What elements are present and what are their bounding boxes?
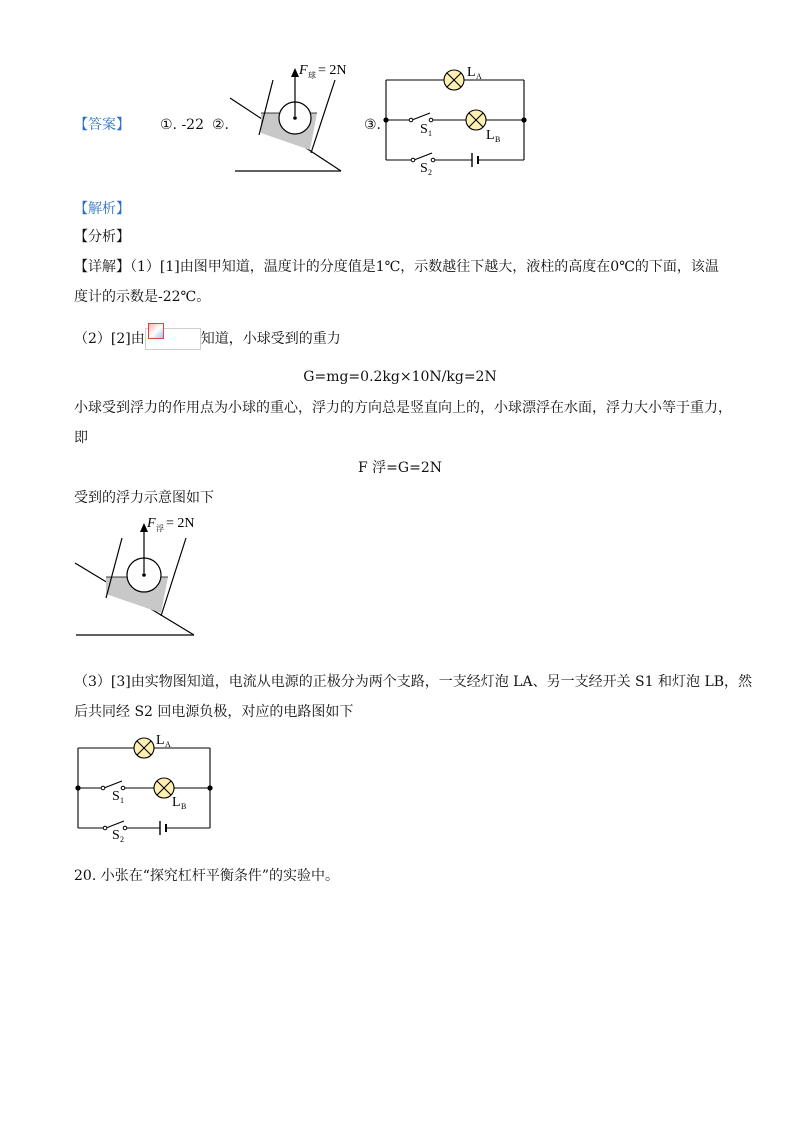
switch-1-label: S: [420, 122, 428, 137]
part2-line4: 受到的浮力示意图如下: [74, 490, 214, 506]
part3-line2: 后共同经 S2 回电源负极，对应的电路图如下: [74, 704, 354, 720]
formula-gravity: G=mg=0.2kg×10N/kg=2N: [303, 369, 497, 385]
part2-line1: [74, 328, 341, 350]
question-20: 20. 小张在“探究杠杆平衡条件”的实验中。: [74, 868, 340, 884]
detail-label: 【详解】: [74, 259, 130, 275]
lamp-a-sub: A: [476, 72, 482, 81]
circuit-diagram-answer: [378, 55, 533, 180]
buoyancy-diagram: [70, 510, 200, 642]
force-label-sub: 球: [308, 71, 316, 80]
jiexi-label: 【解析】: [74, 201, 130, 217]
part3-line1: （3）[3]由实物图知道，电流从电源的正极分为两个支路，一支经灯泡 LA、另一支经开关 S1 和灯泡 LB，然: [74, 674, 753, 690]
answer-item-1: ①. -22: [160, 117, 204, 133]
broken-image-icon: [145, 328, 201, 350]
circuit-diagram: [70, 728, 220, 844]
formula-buoyancy: F 浮=G=2N: [358, 460, 442, 476]
lamp-b-sub: B: [495, 135, 501, 144]
switch-2-sub: 2: [428, 168, 432, 177]
answer-item-3: ③.: [364, 117, 382, 133]
part2-line2: 小球受到浮力的作用点为小球的重心，浮力的方向总是竖直向上的，小球漂浮在水面，浮力大小等于重力，: [74, 400, 732, 416]
force-label-value-2: = 2N: [166, 516, 195, 531]
part2-prefix: （2）[2]由: [74, 331, 145, 347]
part2-line3: 即: [74, 430, 88, 446]
switch-2-sub-2: 2: [120, 835, 124, 844]
lamp-a-sub-2: A: [165, 740, 171, 749]
part2-suffix: 知道，小球受到的重力: [200, 331, 341, 347]
switch-1-sub: 1: [428, 129, 432, 138]
lamp-b-label-2: L: [172, 795, 181, 810]
switch-2-label-2: S: [112, 828, 120, 843]
force-label-value: = 2N: [318, 63, 347, 78]
buoyancy-diagram-answer: [225, 55, 350, 180]
answer-label: 【答案】: [74, 117, 130, 133]
switch-1-sub-2: 1: [120, 796, 124, 805]
force-label-f-2: F: [147, 516, 156, 531]
fenxi-label: 【分析】: [74, 229, 130, 245]
detail-line-1: [74, 257, 719, 277]
switch-2-label: S: [420, 161, 428, 176]
answer-item-2: ②.: [212, 117, 230, 133]
part1-line2: 度计的示数是-22℃。: [74, 289, 211, 305]
lamp-a-label-2: L: [156, 733, 165, 748]
part1-line1: （1）[1]由图甲知道，温度计的分度值是1℃，示数越往下越大，液柱的高度在0℃的下面，该温: [130, 259, 719, 275]
switch-1-label-2: S: [112, 789, 120, 804]
lamp-a-label: L: [467, 65, 476, 80]
force-label-f: F: [299, 63, 308, 78]
lamp-b-label: L: [486, 128, 495, 143]
force-label-sub-2: 浮: [156, 524, 164, 533]
lamp-b-sub-2: B: [181, 802, 187, 811]
